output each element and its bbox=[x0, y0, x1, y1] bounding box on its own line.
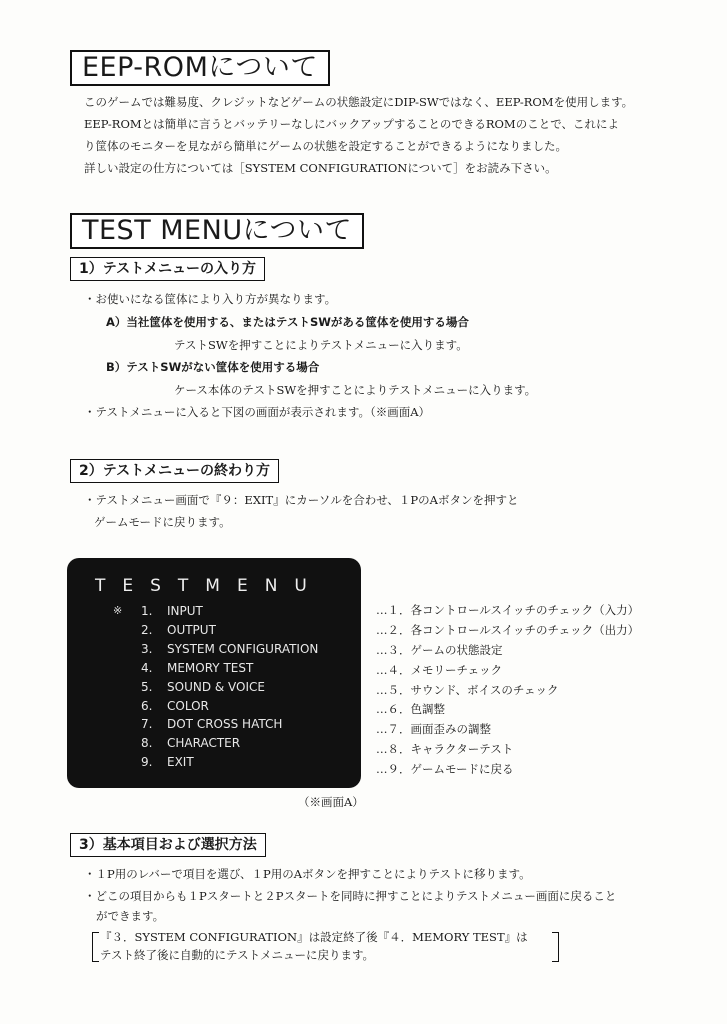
s3-line-3: ができます。 bbox=[96, 909, 165, 923]
s1-case-b-label: B）テストSWがない筐体を使用する場合 bbox=[106, 360, 320, 374]
section-2-title: 2）テストメニューの終わり方 bbox=[70, 459, 279, 483]
s1-bullet-1: ・お使いになる筐体により入り方が異なります。 bbox=[84, 292, 337, 306]
eeprom-line-4: 詳しい設定の仕方については［SYSTEM CONFIGURATIONについて］をお読み下さい。 bbox=[84, 161, 557, 175]
desc-2: …２．各コントロールスイッチのチェック（出力） bbox=[376, 623, 640, 637]
screen-caption: （※画面A） bbox=[298, 795, 364, 809]
menu-item-memory-test: 4. MEMORY TEST bbox=[141, 661, 254, 675]
eeprom-line-1: このゲームでは難易度、クレジットなどゲームの状態設定にDIP-SWではなく、EEP-ROMを使用します。 bbox=[84, 95, 634, 109]
s1-case-a-text: テストSWを押すことによりテストメニューに入ります。 bbox=[174, 338, 468, 352]
section-1-title: 1）テストメニューの入り方 bbox=[70, 257, 265, 281]
menu-item-sound-voice: 5. SOUND & VOICE bbox=[141, 680, 265, 694]
menu-item-input: 1. INPUT bbox=[141, 604, 203, 618]
s3-note-1: 『３．SYSTEM CONFIGURATION』は設定終了後『４．MEMORY TEST』は bbox=[100, 930, 528, 944]
s2-line-2: ゲームモードに戻ります。 bbox=[94, 515, 231, 529]
s1-case-b-text: ケース本体のテストSWを押すことによりテストメニューに入ります。 bbox=[174, 383, 537, 397]
desc-3: …３．ゲームの状態設定 bbox=[376, 643, 503, 657]
menu-item-dot-cross-hatch: 7. DOT CROSS HATCH bbox=[141, 717, 283, 731]
section-3-title: 3）基本項目および選択方法 bbox=[70, 833, 266, 857]
eeprom-line-3: り筐体のモニターを見ながら簡単にゲームの状態を設定することができるようになりました。 bbox=[84, 139, 567, 153]
cursor-icon: ※ bbox=[113, 604, 123, 617]
s3-note-2: テスト終了後に自動的にテストメニューに戻ります。 bbox=[100, 948, 375, 962]
desc-7: …７．画面歪みの調整 bbox=[376, 722, 491, 736]
s1-case-a-label: A）当社筐体を使用する、またはテストSWがある筐体を使用する場合 bbox=[106, 315, 469, 329]
desc-8: …８．キャラクターテスト bbox=[376, 742, 514, 756]
eeprom-heading: EEP-ROMについて bbox=[70, 50, 330, 86]
desc-6: …６．色調整 bbox=[376, 702, 445, 716]
menu-item-exit: 9. EXIT bbox=[141, 755, 194, 769]
screen-title: TESTMENU bbox=[95, 576, 324, 596]
desc-5: …５．サウンド、ボイスのチェック bbox=[376, 683, 559, 697]
menu-item-output: 2. OUTPUT bbox=[141, 623, 216, 637]
testmenu-heading: TEST MENUについて bbox=[70, 213, 364, 249]
menu-item-color: 6. COLOR bbox=[141, 699, 209, 713]
desc-9: …９．ゲームモードに戻る bbox=[376, 762, 514, 776]
note-bracket-left bbox=[92, 932, 99, 962]
desc-1: …１．各コントロールスイッチのチェック（入力） bbox=[376, 603, 640, 617]
test-menu-screen bbox=[67, 558, 361, 788]
eeprom-line-2: EEP-ROMとは簡単に言うとバッテリーなしにバックアップすることのできるROMのことで、これによ bbox=[84, 117, 619, 131]
s3-line-2: ・どこの項目からも１Pスタートと２Pスタートを同時に押すことによりテストメニュー画面に戻ること bbox=[84, 889, 617, 903]
s3-line-1: ・１P用のレバーで項目を選び、１P用のAボタンを押すことによりテストに移ります。 bbox=[84, 867, 531, 881]
menu-item-character: 8. CHARACTER bbox=[141, 736, 241, 750]
menu-item-system-configuration: 3. SYSTEM CONFIGURATION bbox=[141, 642, 319, 656]
note-bracket-right bbox=[552, 932, 559, 962]
s2-line-1: ・テストメニュー画面で『９：EXIT』にカーソルを合わせ、１PのAボタンを押すと bbox=[84, 493, 519, 507]
s1-bullet-2: ・テストメニューに入ると下図の画面が表示されます。（※画面A） bbox=[84, 405, 431, 419]
desc-4: …４．メモリーチェック bbox=[376, 663, 503, 677]
